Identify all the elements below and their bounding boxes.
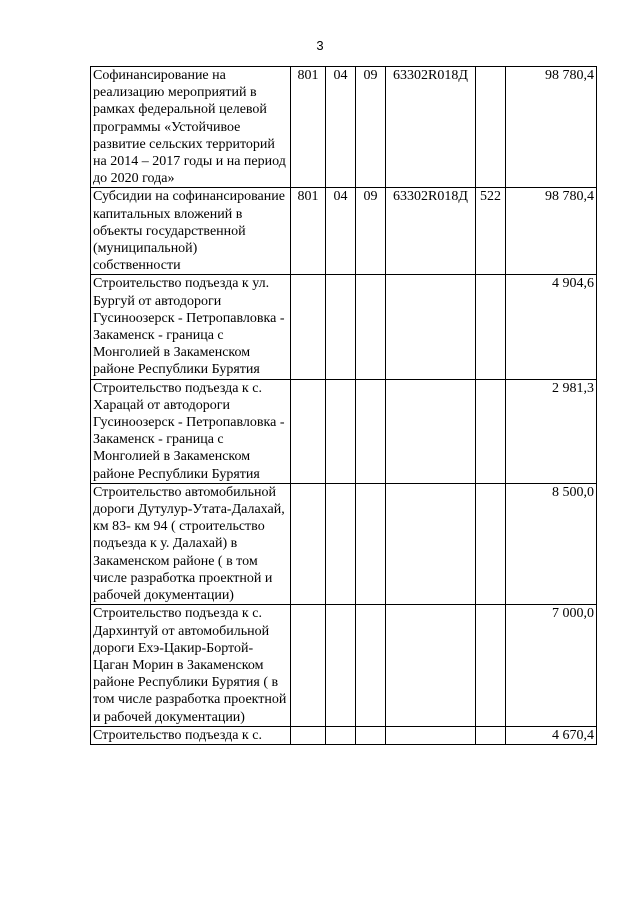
code-subsection [356, 483, 386, 604]
amount: 4 670,4 [506, 726, 597, 744]
expense-name: Строительство подъезда к с. Дархинтуй от автомобильной дороги Ехэ-Цакир-Бортой-Цаган Морин в Закаменском районе Республики Бурятия ( в том числе разработка проектной и рабочей документации) [91, 605, 291, 726]
code-ministry: 801 [291, 188, 326, 275]
table-row [91, 483, 597, 604]
code-expense-type [476, 275, 506, 379]
amount: 8 500,0 [506, 483, 597, 604]
code-target-article [386, 605, 476, 726]
table-row [91, 188, 597, 275]
code-expense-type [476, 726, 506, 744]
code-section [326, 605, 356, 726]
code-target-article [386, 275, 476, 379]
code-section [326, 275, 356, 379]
amount: 98 780,4 [506, 67, 597, 188]
expense-name: Строительство автомобильной дороги Дутулур-Утата-Далахай, км 83- км 94 ( строительство подъезда к у. Далахай) в Закаменском районе ( в том числе разработка проектной и рабочей документации) [91, 483, 291, 604]
page-number: 3 [316, 38, 324, 53]
code-ministry: 801 [291, 67, 326, 188]
amount: 4 904,6 [506, 275, 597, 379]
code-subsection: 09 [356, 188, 386, 275]
code-expense-type [476, 483, 506, 604]
code-ministry [291, 726, 326, 744]
code-subsection [356, 379, 386, 483]
table-row [91, 605, 597, 726]
expense-name: Субсидии на софинансирование капитальных вложений в объекты государственной (муниципальной) собственности [91, 188, 291, 275]
code-expense-type: 522 [476, 188, 506, 275]
expense-name: Строительство подъезда к с. Харацай от автодороги Гусиноозерск - Петропавловка - Закаменск - граница с Монголией в Закаменском районе Республики Бурятия [91, 379, 291, 483]
code-target-article: 63302R018Д [386, 188, 476, 275]
table-row [91, 67, 597, 188]
code-subsection: 09 [356, 67, 386, 188]
table-row [91, 726, 597, 744]
expense-name: Строительство подъезда к ул. Бургуй от автодороги Гусиноозерск - Петропавловка - Закаменск - граница с Монголией в Закаменском районе Республики Бурятия [91, 275, 291, 379]
code-ministry [291, 605, 326, 726]
code-subsection [356, 605, 386, 726]
table-row [91, 275, 597, 379]
code-ministry [291, 483, 326, 604]
code-expense-type [476, 67, 506, 188]
budget-table [90, 66, 597, 745]
expense-name: Строительство подъезда к с. [91, 726, 291, 744]
code-target-article [386, 483, 476, 604]
code-subsection [356, 726, 386, 744]
code-section [326, 726, 356, 744]
code-section [326, 379, 356, 483]
code-subsection [356, 275, 386, 379]
code-expense-type [476, 379, 506, 483]
amount: 2 981,3 [506, 379, 597, 483]
code-target-article [386, 379, 476, 483]
code-ministry [291, 379, 326, 483]
table-row [91, 379, 597, 483]
code-ministry [291, 275, 326, 379]
code-target-article [386, 726, 476, 744]
amount: 7 000,0 [506, 605, 597, 726]
code-section [326, 483, 356, 604]
expense-name: Софинансирование на реализацию мероприятий в рамках федеральной целевой программы «Устойчивое развитие сельских территорий на 2014 – 2017 годы и на период до 2020 года» [91, 67, 291, 188]
code-expense-type [476, 605, 506, 726]
code-target-article: 63302R018Д [386, 67, 476, 188]
amount: 98 780,4 [506, 188, 597, 275]
code-section: 04 [326, 188, 356, 275]
code-section: 04 [326, 67, 356, 188]
